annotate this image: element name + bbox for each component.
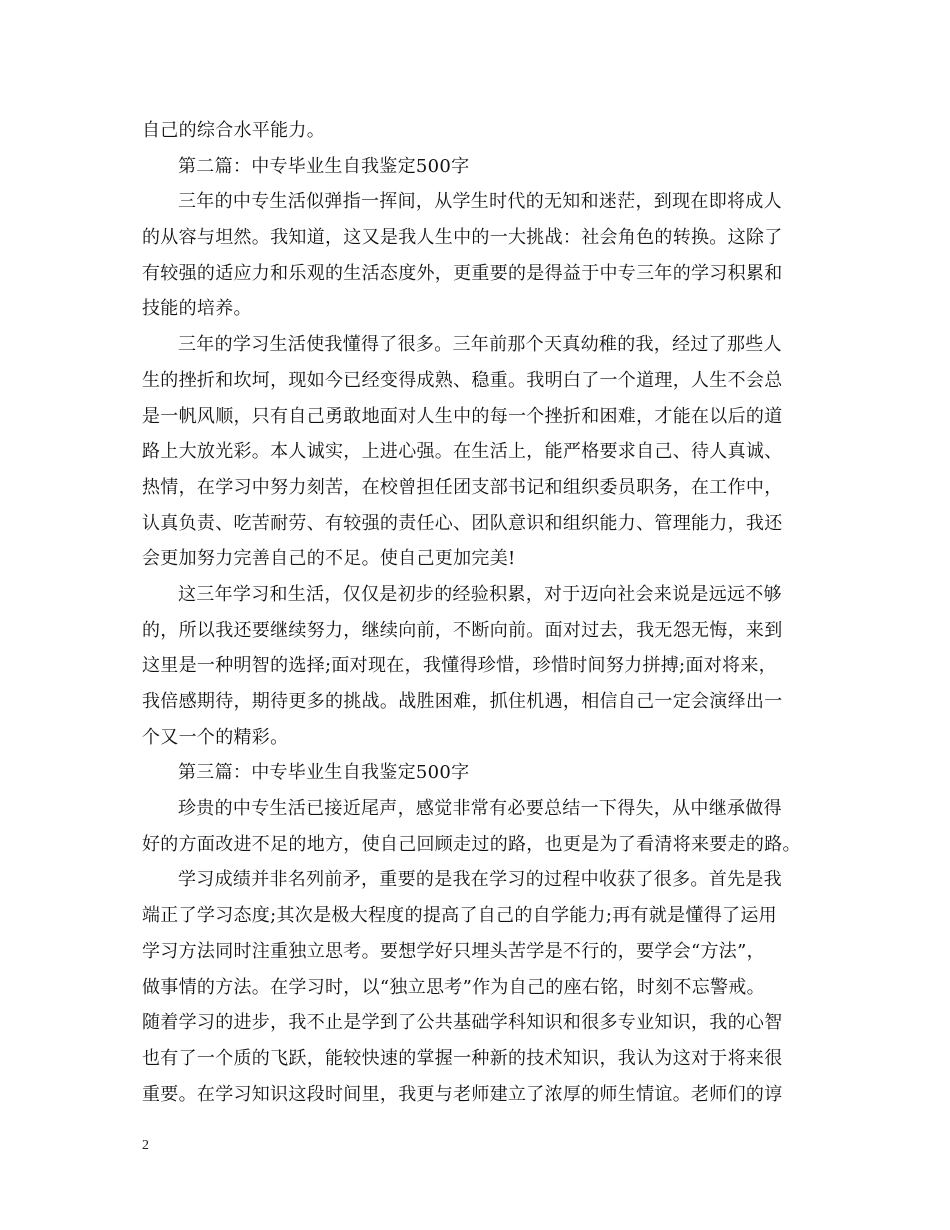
text-line: 学习方法同时注重独立思考。要想学好只埋头苦学是不行的，要学会“方法”， (142, 940, 765, 962)
text-line: 的，所以我还要继续努力，继续向前，不断向前。面对过去，我无怨无悔，来到 (142, 619, 783, 641)
text-line: 随着学习的进步，我不止是学到了公共基础学科知识和很多专业知识，我的心智 (142, 1012, 783, 1034)
text-line: 个又一个的精彩。 (142, 726, 289, 748)
text-line: 珍贵的中专生活已接近尾声，感觉非常有必要总结一下得失，从中继承做得 (178, 798, 782, 820)
text-line: 三年的中专生活似弹指一挥间，从学生时代的无知和迷茫，到现在即将成人 (178, 191, 782, 213)
page-number: 2 (142, 1138, 149, 1153)
text-line: 生的挫折和坎坷，现如今已经变得成熟、稳重。我明白了一个道理，人生不会总 (142, 369, 783, 391)
text-line: 是一帆风顺，只有自己勇敢地面对人生中的每一个挫折和困难，才能在以后的道 (142, 405, 783, 427)
text-line: 这三年学习和生活，仅仅是初步的经验积累，对于迈向社会来说是远远不够 (178, 583, 782, 605)
text-line: 端正了学习态度;其次是极大程度的提高了自己的自学能力;再有就是懂得了运用 (142, 905, 777, 927)
text-line: 会更加努力完善自己的不足。使自己更加完美! (142, 548, 516, 570)
text-line: 也有了一个质的飞跃，能较快速的掌握一种新的技术知识，我认为这对于将来很 (142, 1047, 783, 1069)
text-line: 的从容与坦然。我知道，这又是我人生中的一大挑战：社会角色的转换。这除了 (142, 227, 783, 249)
text-line: 我倍感期待，期待更多的挑战。战胜困难，抓住机遇，相信自己一定会演绎出一 (142, 691, 783, 712)
text-line: 热情，在学习中努力刻苦，在校曾担任团支部书记和组织委员职务，在工作中， (142, 476, 783, 498)
text-line: 路上大放光彩。本人诚实，上进心强。在生活上，能严格要求自己、待人真诚、 (142, 441, 783, 463)
document-body (142, 113, 810, 1112)
text-line: 学习成绩并非名列前矛，重要的是我在学习的过程中收获了很多。首先是我 (178, 869, 782, 891)
text-line: 三年的学习生活使我懂得了很多。三年前那个天真幼稚的我，经过了那些人 (178, 334, 782, 356)
text-line: 技能的培养。 (142, 298, 252, 320)
text-line: 这里是一种明智的选择;面对现在，我懂得珍惜，珍惜时间努力拼搏;面对将来， (142, 655, 777, 677)
text-line: 自己的综合水平能力。 (142, 120, 325, 141)
text-line: 认真负责、吃苦耐劳、有较强的责任心、团队意识和组织能力、管理能力，我还 (142, 512, 783, 534)
text-line: 好的方面改进不足的地方，使自己回顾走过的路，也更是为了看清将来要走的路。 (142, 833, 801, 855)
text-line: 重要。在学习知识这段时间里，我更与老师建立了浓厚的师生情谊。老师们的谆 (142, 1083, 783, 1105)
text-line: 做事情的方法。在学习时，以“独立思考”作为自己的座右铭，时刻不忘警戒。 (142, 976, 765, 998)
text-line: 第三篇：中专毕业生自我鉴定500字 (178, 762, 470, 784)
text-line: 有较强的适应力和乐观的生活态度外，更重要的是得益于中专三年的学习积累和 (142, 262, 783, 284)
text-line: 第二篇：中专毕业生自我鉴定500字 (178, 155, 470, 177)
